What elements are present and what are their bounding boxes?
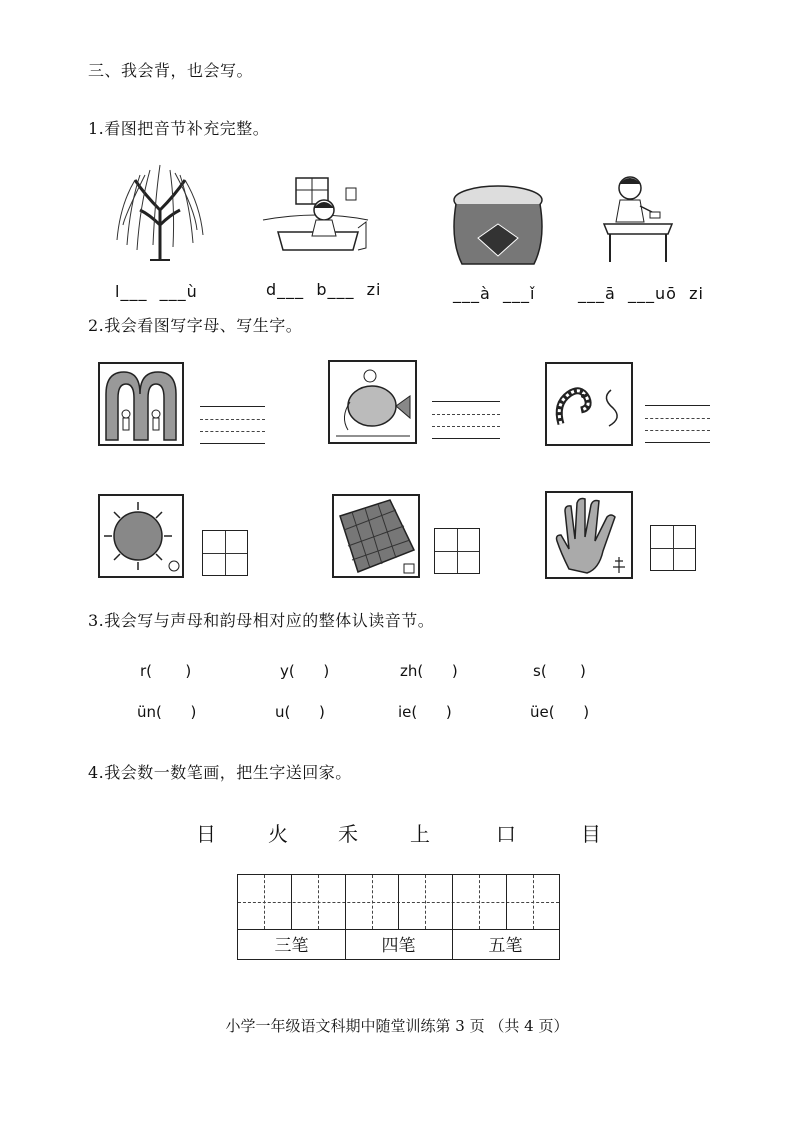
char-4: 上 (410, 822, 430, 846)
tian-grid-1[interactable] (202, 530, 248, 576)
q3-pair-un[interactable]: ün( ) (137, 703, 197, 721)
writing-cells[interactable] (238, 875, 559, 929)
arch-m-card (98, 362, 184, 446)
stroke-home-grid (237, 874, 560, 960)
q1-answer-2[interactable]: d___ b___ zi (266, 280, 382, 299)
arch-m-icon (100, 364, 182, 444)
q3-pair-ie[interactable]: ie( ) (398, 703, 452, 721)
char-5: 口 (496, 822, 516, 846)
tile-roof-card (332, 494, 420, 578)
char-1: 日 (196, 822, 216, 846)
rice-sack-icon (448, 180, 548, 268)
fish-card (328, 360, 417, 444)
home-four-strokes: 四笔 (381, 936, 416, 956)
hand-card (545, 491, 633, 579)
four-line-grid-3[interactable] (645, 405, 710, 443)
tian-grid-2[interactable] (434, 528, 480, 574)
q2-title: 2.我会看图写字母、写生字。 (88, 316, 303, 335)
q1-answer-3[interactable]: ___à ___ǐ (453, 284, 536, 303)
home-five-strokes: 五笔 (488, 936, 523, 956)
q1-answer-1[interactable]: l___ ___ù (115, 282, 198, 301)
section-title: 三、我会背，也会写。 (88, 61, 254, 80)
char-3: 禾 (338, 822, 358, 846)
q1-title: 1.看图把音节补充完整。 (88, 119, 270, 138)
home-three-strokes: 三笔 (274, 936, 309, 956)
sun-card (98, 494, 184, 578)
q3-title: 3.我会写与声母和韵母相对应的整体认读音节。 (88, 611, 435, 630)
four-line-grid-1[interactable] (200, 406, 265, 444)
boy-at-desk-icon (600, 170, 680, 265)
q3-pair-s[interactable]: s( ) (533, 662, 586, 680)
sun-icon (100, 496, 182, 576)
q3-pair-r[interactable]: r( ) (140, 662, 192, 680)
page-footer: 小学一年级语文科期中随堂训练第 3 页 （共 4 页） (225, 1017, 569, 1035)
snake-icon (547, 364, 631, 444)
fish-icon (330, 362, 415, 442)
q3-pair-u[interactable]: u( ) (275, 703, 325, 721)
q1-answer-4[interactable]: ___ā ___uō zi (578, 284, 704, 303)
q3-pair-zh[interactable]: zh( ) (400, 662, 458, 680)
tile-roof-icon (334, 496, 418, 576)
willow-tree-icon (105, 155, 215, 265)
q3-pair-ue[interactable]: üe( ) (530, 703, 590, 721)
four-line-grid-2[interactable] (432, 401, 500, 439)
q4-title: 4.我会数一数笔画，把生字送回家。 (88, 763, 352, 782)
tian-grid-3[interactable] (650, 525, 696, 571)
char-2: 火 (268, 822, 288, 846)
boy-in-bed-icon (258, 170, 373, 260)
q3-pair-y[interactable]: y( ) (280, 662, 330, 680)
hand-icon (547, 493, 631, 577)
snake-card (545, 362, 633, 446)
char-6: 目 (581, 822, 601, 846)
